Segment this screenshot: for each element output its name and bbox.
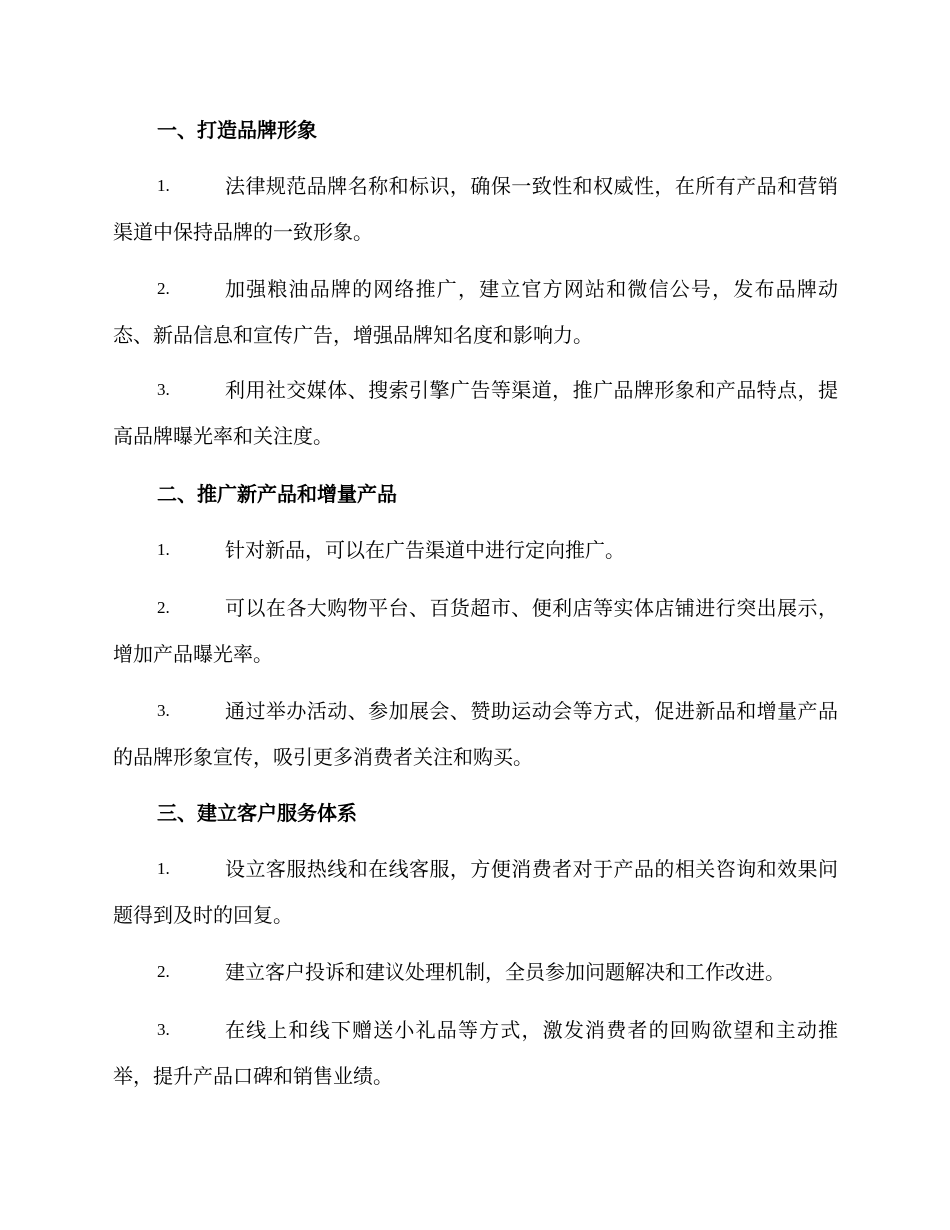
list-item	[113, 527, 838, 573]
list-item	[113, 266, 838, 358]
item-text: 通过举办活动、参加展会、赞助运动会等方式，促进新品和增量产品的品牌形象宣传，吸引更多消费者关注和购买。	[113, 699, 838, 769]
list-item	[113, 1007, 838, 1099]
item-number: 1.	[157, 859, 170, 878]
section-heading: 三、建立客户服务体系	[157, 801, 357, 825]
list-item	[113, 585, 838, 677]
item-text: 利用社交媒体、搜索引擎广告等渠道，推广品牌形象和产品特点，提高品牌曝光率和关注度。	[113, 378, 838, 448]
item-number: 1.	[157, 176, 170, 195]
item-text: 设立客服热线和在线客服，方便消费者对于产品的相关咨询和效果问题得到及时的回复。	[113, 857, 838, 927]
item-number: 2.	[157, 962, 170, 981]
list-item	[113, 367, 838, 459]
item-number: 3.	[157, 701, 170, 720]
item-text: 加强粮油品牌的网络推广，建立官方网站和微信公号，发布品牌动态、新品信息和宣传广告，增强品牌知名度和影响力。	[113, 277, 838, 347]
item-number: 3.	[157, 380, 170, 399]
item-text: 可以在各大购物平台、百货超市、便利店等实体店铺进行突出展示，增加产品曝光率。	[113, 596, 838, 666]
item-text: 针对新品，可以在广告渠道中进行定向推广。	[225, 538, 625, 562]
item-text: 建立客户投诉和建议处理机制，全员参加问题解决和工作改进。	[225, 960, 785, 984]
list-item	[113, 688, 838, 780]
item-number: 1.	[157, 540, 170, 559]
item-text: 在线上和线下赠送小礼品等方式，激发消费者的回购欲望和主动推举，提升产品口碑和销售业绩。	[113, 1018, 838, 1088]
item-number: 3.	[157, 1020, 170, 1039]
list-item	[113, 846, 838, 938]
section-heading: 二、推广新产品和增量产品	[157, 482, 397, 506]
list-item	[113, 163, 838, 255]
item-number: 2.	[157, 279, 170, 298]
section-heading: 一、打造品牌形象	[157, 118, 317, 142]
item-text: 法律规范品牌名称和标识，确保一致性和权威性，在所有产品和营销渠道中保持品牌的一致形象。	[113, 174, 838, 244]
list-item	[113, 949, 838, 995]
item-number: 2.	[157, 598, 170, 617]
